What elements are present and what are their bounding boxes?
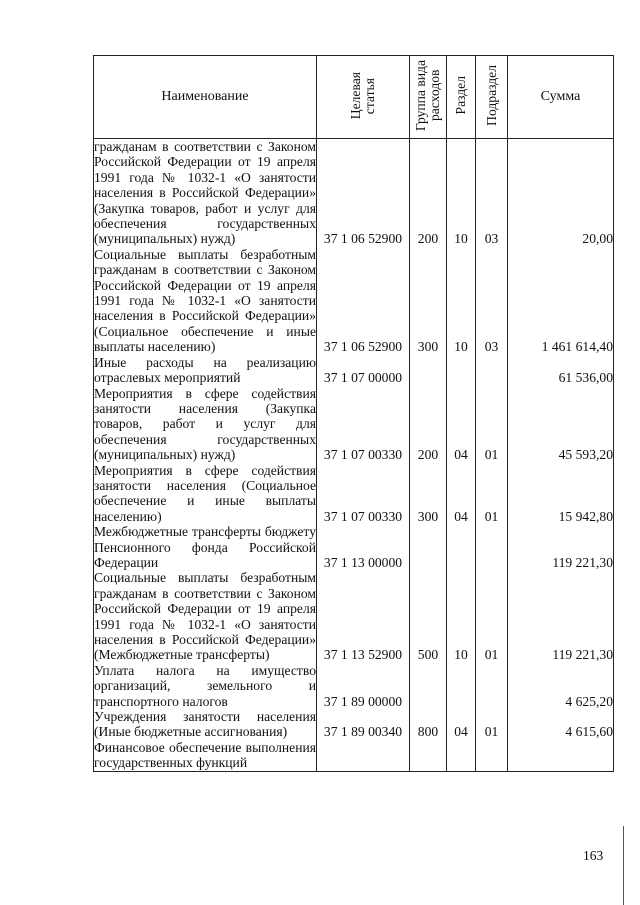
- row-section: [447, 524, 476, 570]
- row-section: 10: [447, 247, 476, 355]
- row-target-article: 37 1 07 00330: [317, 386, 410, 463]
- row-expense-group: 800: [410, 709, 447, 740]
- table-body: [94, 139, 614, 772]
- row-target-article: 37 1 06 52900: [317, 247, 410, 355]
- row-target-article: 37 1 06 52900: [317, 139, 410, 247]
- row-sum: 4 625,20: [508, 663, 614, 709]
- row-sum: [508, 740, 614, 771]
- header-expense-group: [410, 56, 447, 139]
- row-subsection: 01: [476, 709, 508, 740]
- header-subsection-label: Подраздел: [483, 64, 499, 126]
- row-target-article: 37 1 13 52900: [317, 570, 410, 662]
- row-name: Социальные выплаты безработным гражданам в соответствии с Законом Российской Федерации от 19 апреля 1991 года № 1032-1 «О занятости населения в Российской Федерации» (Социальное обеспечение и иные выплаты населению): [94, 246, 316, 355]
- table-row: [94, 663, 614, 709]
- row-section: 04: [447, 386, 476, 463]
- row-name: Иные расходы на реализацию отраслевых мероприятий: [94, 354, 316, 386]
- row-name: Уплата налога на имущество организаций, земельного и транспортного налогов: [94, 662, 316, 709]
- row-subsection: [476, 524, 508, 570]
- row-section: 04: [447, 709, 476, 740]
- row-name: Социальные выплаты безработным гражданам в соответствии с Законом Российской Федерации от 19 апреля 1991 года № 1032-1 «О занятости населения в Российской Федерации» (Межбюджетные трансферты): [94, 570, 316, 663]
- row-expense-group: 500: [410, 570, 447, 662]
- row-name: гражданам в соответствии с Законом Российской Федерации от 19 апреля 1991 года № 1032-1 «О занятости населения в Российской Федерации» (Закупка товаров, работ и услуг для обеспечения государственных (муниципальных) нужд): [94, 139, 316, 247]
- table-row: [94, 386, 614, 463]
- table-row: [94, 524, 614, 570]
- row-section: 10: [447, 570, 476, 662]
- row-name: Межбюджетные трансферты бюджету Пенсионного фонда Российской Федерации: [94, 524, 316, 570]
- row-section: [447, 740, 476, 771]
- header-section: [447, 56, 476, 139]
- row-target-article: 37 1 89 00000: [317, 663, 410, 709]
- row-section: 10: [447, 139, 476, 247]
- table-row: [94, 247, 614, 355]
- row-expense-group: 300: [410, 247, 447, 355]
- row-subsection: 01: [476, 386, 508, 463]
- row-name: Мероприятия в сфере содействия занятости населения (Социальное обеспечение и иные выплаты населению): [94, 462, 316, 524]
- budget-table: [93, 55, 614, 772]
- row-expense-group: 200: [410, 139, 447, 247]
- row-name: Мероприятия в сфере содействия занятости населения (Закупка товаров, работ и услуг для обеспечения государственных (муниципальных) нужд): [94, 385, 316, 463]
- page-number: 163: [583, 848, 604, 863]
- row-name: Финансовое обеспечение выполнения государственных функций: [94, 739, 316, 771]
- row-target-article: 37 1 07 00000: [317, 355, 410, 386]
- row-sum: 20,00: [508, 139, 614, 247]
- scan-edge-line: [623, 826, 624, 905]
- row-section: [447, 355, 476, 386]
- row-sum: 4 615,60: [508, 709, 614, 740]
- row-sum: 119 221,30: [508, 524, 614, 570]
- table-row: [94, 740, 614, 771]
- row-subsection: [476, 740, 508, 771]
- row-sum: 1 461 614,40: [508, 247, 614, 355]
- table-row: [94, 355, 614, 386]
- row-section: 04: [447, 463, 476, 525]
- row-expense-group: 300: [410, 463, 447, 525]
- row-subsection: 03: [476, 139, 508, 247]
- header-section-label: Раздел: [453, 76, 468, 115]
- row-expense-group: [410, 663, 447, 709]
- row-name: Учреждения занятости населения (Иные бюджетные ассигнования): [94, 709, 316, 740]
- row-expense-group: [410, 355, 447, 386]
- header-expense-group-label: Группа вида расходов: [413, 59, 442, 131]
- header-target-article-label: Целевая статья: [348, 71, 377, 119]
- row-sum: 61 536,00: [508, 355, 614, 386]
- row-sum: 15 942,80: [508, 463, 614, 525]
- row-subsection: [476, 355, 508, 386]
- header-subsection: [476, 56, 508, 139]
- row-subsection: 03: [476, 247, 508, 355]
- row-target-article: [317, 740, 410, 771]
- table-row: [94, 570, 614, 662]
- row-target-article: 37 1 13 00000: [317, 524, 410, 570]
- table-header-row: [94, 56, 614, 139]
- row-expense-group: 200: [410, 386, 447, 463]
- row-target-article: 37 1 89 00340: [317, 709, 410, 740]
- row-expense-group: [410, 740, 447, 771]
- table-row: [94, 463, 614, 525]
- table-row: [94, 139, 614, 247]
- table-row: [94, 709, 614, 740]
- row-section: [447, 663, 476, 709]
- header-sum: Сумма: [508, 56, 614, 139]
- row-subsection: 01: [476, 463, 508, 525]
- header-target-article: [317, 56, 410, 139]
- row-target-article: 37 1 07 00330: [317, 463, 410, 525]
- row-expense-group: [410, 524, 447, 570]
- row-sum: 119 221,30: [508, 570, 614, 662]
- row-subsection: [476, 663, 508, 709]
- row-sum: 45 593,20: [508, 386, 614, 463]
- row-subsection: 01: [476, 570, 508, 662]
- header-name: Наименование: [94, 56, 317, 139]
